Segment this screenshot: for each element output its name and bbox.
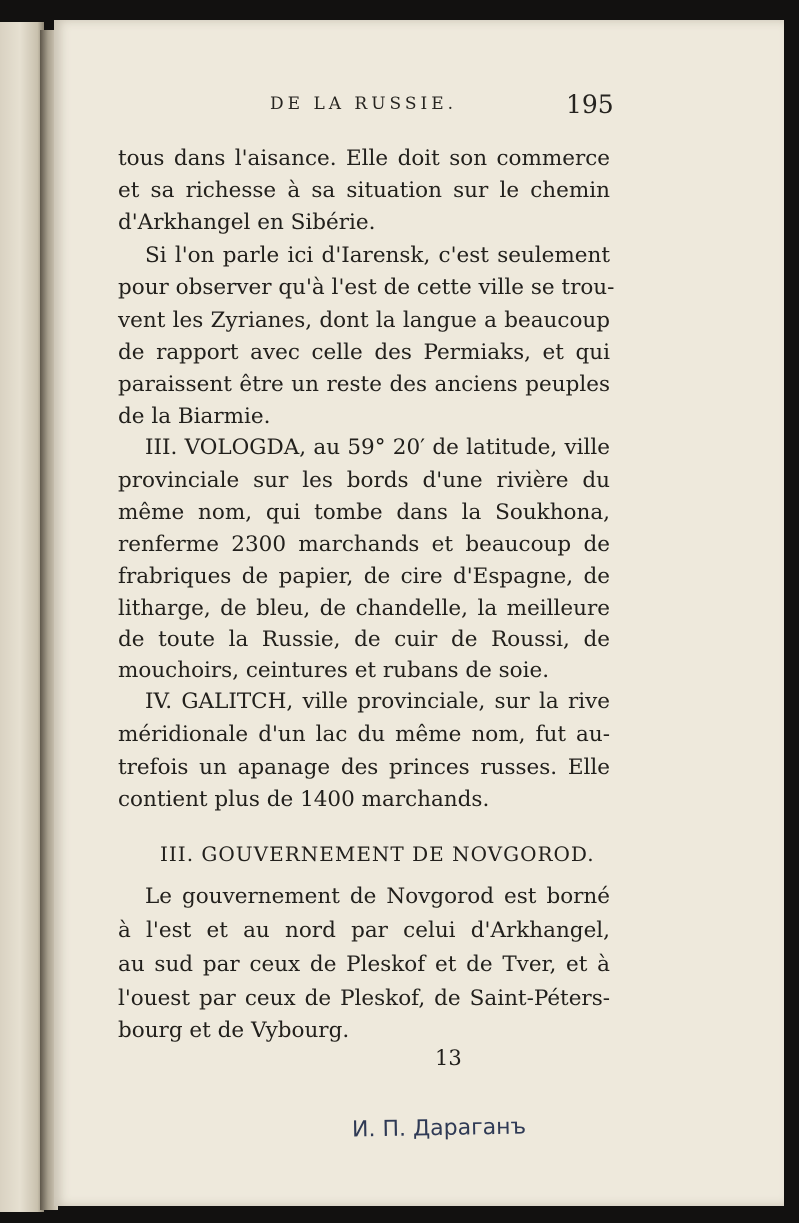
text-line: de rapport avec celle des Permiaks, et qui: [118, 340, 610, 365]
text-line: provinciale sur les bords d'une rivière du: [118, 468, 610, 493]
text-line: contient plus de 1400 marchands.: [118, 787, 490, 812]
text-line: trefois un apanage des princes russes. Elle: [118, 755, 610, 780]
text-line: mouchoirs, ceintures et rubans de soie.: [118, 658, 550, 683]
text-line: tous dans l'aisance. Elle doit son commerce: [118, 146, 610, 171]
text-line: même nom, qui tombe dans la Soukhona,: [118, 500, 610, 525]
text-line: vent les Zyrianes, dont la langue a beaucoup: [118, 308, 610, 333]
text-line: bourg et de Vybourg.: [118, 1018, 350, 1043]
text-line: Si l'on parle ici d'Iarensk, c'est seulement: [145, 243, 610, 268]
page-header: [0, 92, 799, 122]
text-line: de la Biarmie.: [118, 404, 271, 429]
text-line: de toute la Russie, de cuir de Roussi, de: [118, 627, 610, 652]
text-line: renferme 2300 marchands et beaucoup de: [118, 532, 610, 557]
text-line: au sud par ceux de Pleskof et de Tver, et à: [118, 952, 610, 977]
text-line: frabriques de papier, de cire d'Espagne, de: [118, 564, 610, 589]
page-number: 195: [566, 90, 614, 119]
text-line: pour observer qu'à l'est de cette ville se trou-: [118, 275, 615, 300]
section-heading: III. GOUVERNEMENT DE NOVGOROD.: [160, 842, 595, 866]
signature-mark: 13: [435, 1046, 462, 1070]
running-title: DE LA RUSSIE.: [270, 94, 458, 114]
text-line: litharge, de bleu, de chandelle, la meilleure: [118, 596, 610, 621]
text-line: l'ouest par ceux de Pleskof, de Saint-Péters-: [118, 986, 610, 1011]
text-line: et sa richesse à sa situation sur le chemin: [118, 178, 610, 203]
text-line: méridionale d'un lac du même nom, fut au-: [118, 722, 610, 747]
ownership-stamp: И. П. Дараганъ: [351, 1114, 527, 1143]
text-line: à l'est et au nord par celui d'Arkhangel,: [118, 918, 610, 943]
text-line: Le gouvernement de Novgorod est borné: [145, 884, 610, 909]
text-line: III. VOLOGDA, au 59° 20′ de latitude, ville: [145, 435, 610, 460]
text-line: IV. GALITCH, ville provinciale, sur la rive: [145, 689, 610, 714]
text-line: paraissent être un reste des anciens peuples: [118, 372, 610, 397]
text-line: d'Arkhangel en Sibérie.: [118, 210, 376, 235]
previous-page-edge: [0, 22, 44, 1212]
